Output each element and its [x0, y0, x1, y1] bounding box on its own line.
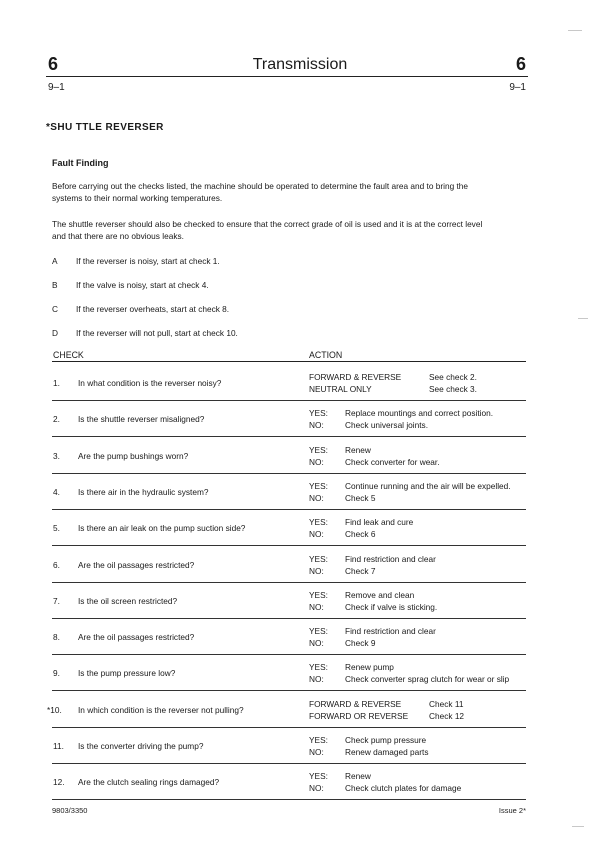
- issue-label: Issue 2*: [498, 806, 526, 815]
- check-number: 4.: [53, 486, 60, 497]
- action-text: Remove and clean: [345, 589, 415, 600]
- action-text: Renew: [345, 444, 371, 455]
- action-condition: NO:: [309, 747, 324, 757]
- action-line: [309, 554, 539, 564]
- action-condition: NO:: [309, 456, 324, 467]
- fault-item-letter: D: [52, 328, 58, 338]
- action-condition: YES:: [309, 517, 328, 528]
- action-text: Check 12: [429, 710, 465, 721]
- fault-finding-heading: Fault Finding: [52, 158, 109, 168]
- fault-item-text: If the reverser is noisy, start at check 1.: [76, 256, 220, 266]
- action-text: Continue running and the air will be expelled.: [345, 480, 511, 491]
- intro-paragraph: [52, 180, 524, 204]
- row-divider: [52, 582, 526, 583]
- section-number-left: 6: [48, 54, 59, 74]
- fault-item-text: If the reverser will not pull, start at check 10.: [76, 328, 238, 338]
- fault-item-letter: B: [52, 280, 58, 290]
- action-text: Renew pump: [345, 662, 394, 673]
- check-question: Are the oil passages restricted?: [78, 632, 195, 643]
- action-text: Find restriction and clear: [345, 553, 436, 564]
- action-line: [309, 626, 539, 636]
- check-question: Is the pump pressure low?: [78, 668, 176, 679]
- check-number: 3.: [53, 450, 60, 461]
- action-text: Find leak and cure: [345, 517, 414, 528]
- action-line: [309, 662, 539, 672]
- action-line: [309, 420, 539, 430]
- check-number: 11.: [53, 741, 64, 751]
- action-text: See check 2.: [429, 372, 477, 382]
- action-line: [309, 481, 539, 491]
- check-question: Are the clutch sealing rings damaged?: [78, 777, 220, 788]
- check-question: Are the oil passages restricted?: [78, 559, 195, 570]
- action-line: [309, 602, 539, 612]
- check-number: 1.: [53, 378, 60, 388]
- action-condition: NO:: [309, 529, 324, 540]
- header-rule: [46, 76, 528, 77]
- scan-mark: [578, 318, 588, 319]
- action-text: Check 5: [345, 492, 376, 503]
- page-title: Transmission: [252, 56, 348, 73]
- intro-line-2: systems to their normal working temperatures.: [52, 193, 223, 203]
- fault-item-text: If the valve is noisy, start at check 4.: [76, 280, 209, 290]
- row-divider: [52, 727, 526, 728]
- action-condition: NO:: [309, 565, 324, 576]
- action-condition: FORWARD & REVERSE: [309, 372, 402, 382]
- action-line: [309, 747, 539, 757]
- oil-check-line-2: and that there are no obvious leaks.: [52, 231, 184, 241]
- action-text: Replace mountings and correct position.: [345, 408, 494, 419]
- action-column-header: ACTION: [309, 350, 343, 360]
- check-question: Is the oil screen restricted?: [78, 595, 178, 606]
- check-question: Is the converter driving the pump?: [78, 741, 204, 751]
- action-condition: NEUTRAL ONLY: [309, 384, 372, 394]
- action-condition: YES:: [309, 771, 328, 782]
- action-condition: YES:: [309, 735, 328, 745]
- action-condition: YES:: [309, 589, 328, 600]
- action-text: Check clutch plates for damage: [345, 783, 462, 794]
- action-condition: NO:: [309, 638, 324, 649]
- check-number: 8.: [53, 632, 60, 643]
- action-line: [309, 638, 539, 648]
- action-text: Check 7: [345, 565, 376, 576]
- row-divider: [52, 436, 526, 437]
- action-condition: NO:: [309, 420, 324, 431]
- action-line: [309, 699, 539, 709]
- action-condition: YES:: [309, 553, 328, 564]
- row-divider: [52, 654, 526, 655]
- action-text: Check converter sprag clutch for wear or slip: [345, 674, 510, 685]
- page-number-left: 9–1: [48, 82, 65, 93]
- section-title: *SHU TTLE REVERSER: [46, 122, 164, 133]
- row-divider: [52, 763, 526, 764]
- check-number: 2.: [53, 414, 60, 425]
- page-number-right: 9–1: [509, 82, 526, 93]
- action-condition: NO:: [309, 674, 324, 685]
- check-number: 7.: [53, 595, 60, 606]
- action-text: Check 6: [345, 529, 376, 540]
- check-question: In what condition is the reverser noisy?: [78, 378, 222, 388]
- check-column-header: CHECK: [53, 350, 84, 360]
- action-text: See check 3.: [429, 384, 477, 394]
- action-line: [309, 529, 539, 539]
- action-condition: YES:: [309, 626, 328, 637]
- row-divider: [52, 618, 526, 619]
- row-divider: [52, 690, 526, 691]
- intro-line-1: Before carrying out the checks listed, the machine should be operated to determine the fault area and to bring the: [52, 181, 469, 191]
- action-line: [309, 590, 539, 600]
- action-condition: NO:: [309, 783, 324, 794]
- section-number-right: 6: [515, 54, 526, 74]
- check-number: 6.: [53, 559, 60, 570]
- action-text: Check 11: [429, 698, 464, 709]
- action-line: [309, 566, 539, 576]
- row-divider: [52, 545, 526, 546]
- action-line: [309, 735, 539, 745]
- check-question: In which condition is the reverser not pulling?: [78, 704, 244, 715]
- action-line: [309, 674, 539, 684]
- action-text: Renew damaged parts: [345, 747, 429, 757]
- scan-mark: [572, 826, 584, 827]
- action-line: [309, 771, 539, 781]
- fault-item-text: If the reverser overheats, start at check 8.: [76, 304, 230, 314]
- check-question: Is there air in the hydraulic system?: [78, 486, 209, 497]
- row-divider: [52, 400, 526, 401]
- action-condition: YES:: [309, 662, 328, 673]
- row-divider: [52, 799, 526, 800]
- action-condition: YES:: [309, 408, 328, 419]
- action-text: Check 9: [345, 638, 376, 649]
- fault-item-letter: A: [52, 256, 58, 266]
- action-condition: YES:: [309, 444, 328, 455]
- scan-mark: [568, 30, 582, 31]
- fault-item-letter: C: [52, 304, 58, 314]
- action-line: [309, 384, 539, 394]
- row-divider: [52, 509, 526, 510]
- action-text: Check converter for wear.: [345, 456, 440, 467]
- action-text: Check if valve is sticking.: [345, 601, 438, 612]
- oil-check-line-1: The shuttle reverser should also be checked to ensure that the correct grade of oil is used and it is at the correct level: [52, 219, 483, 229]
- action-text: Check universal joints.: [345, 420, 429, 431]
- action-condition: NO:: [309, 492, 324, 503]
- action-text: Check pump pressure: [345, 735, 427, 745]
- action-line: [309, 517, 539, 527]
- action-text: Renew: [345, 771, 371, 782]
- action-condition: FORWARD & REVERSE: [309, 698, 402, 709]
- action-line: [309, 408, 539, 418]
- action-line: [309, 711, 539, 721]
- action-line: [309, 783, 539, 793]
- action-line: [309, 493, 539, 503]
- table-header-rule: [52, 361, 526, 362]
- check-question: Is there an air leak on the pump suction side?: [78, 523, 246, 534]
- oil-check-paragraph: [52, 218, 524, 242]
- action-line: [309, 445, 539, 455]
- document-number: 9803/3350: [52, 806, 88, 815]
- action-text: Find restriction and clear: [345, 626, 436, 637]
- check-number: *10.: [47, 704, 62, 715]
- check-number: 12.: [53, 777, 65, 788]
- check-number: 9.: [53, 668, 60, 679]
- action-condition: YES:: [309, 480, 328, 491]
- action-line: [309, 457, 539, 467]
- check-question: Is the shuttle reverser misaligned?: [78, 414, 205, 425]
- row-divider: [52, 473, 526, 474]
- action-condition: FORWARD OR REVERSE: [309, 710, 409, 721]
- action-condition: NO:: [309, 601, 324, 612]
- action-line: [309, 372, 539, 382]
- check-question: Are the pump bushings worn?: [78, 450, 189, 461]
- check-number: 5.: [53, 523, 60, 534]
